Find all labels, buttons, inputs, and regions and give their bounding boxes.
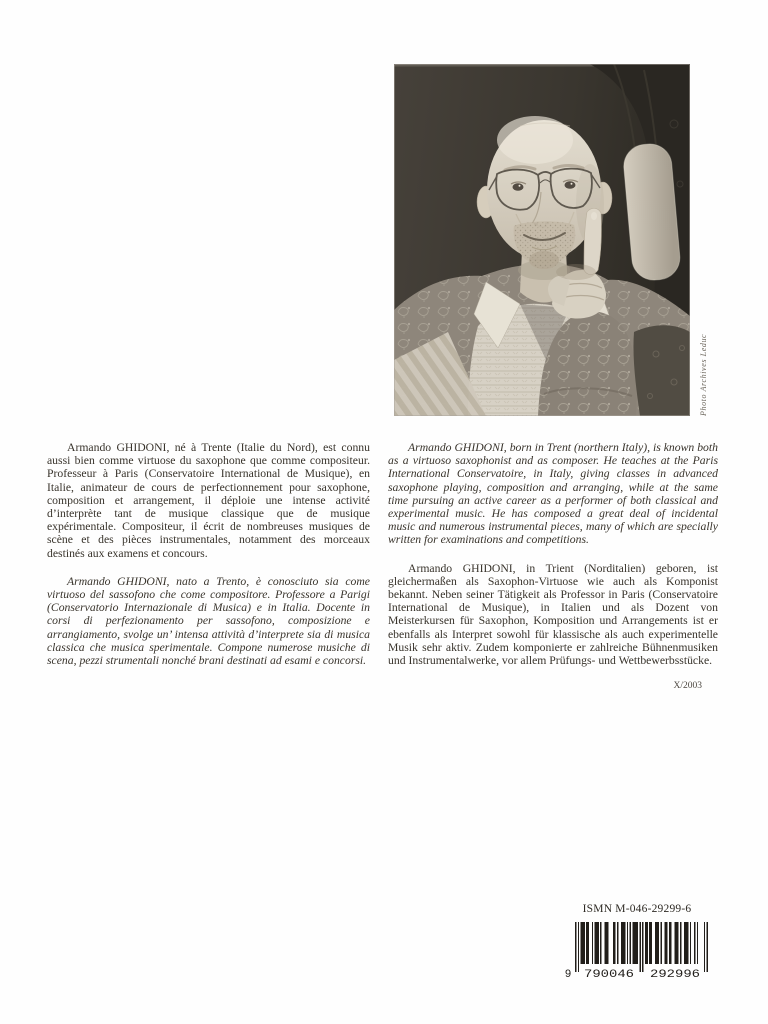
bio-column-right: [388, 441, 718, 691]
footer-block: [561, 903, 713, 983]
svg-text:790046: 790046: [584, 969, 634, 978]
svg-text:292996: 292996: [650, 969, 700, 978]
bio-paragraph-german: Armando GHIDONI, in Trient (Norditalien) geboren, ist gleichermaßen als Saxophon-Virtuose wie auch als Komponist bekannt. Neben seiner Tätigkeit als Professor in Paris (Conservatoire International de Musique), in Italien und als Dozent von Meisterkursen für Saxophon, Komposition und Arrangements ist er ebenfalls als Interpret sowohl für klassische als auch experimentelle Musik sehr aktiv. Zudem komponierte er zahlreiche Bühnenmusiken und Instrumentalwerke, vor allem Prüfungs- und Wettbewerbsstücke.: [388, 561, 718, 668]
portrait-photo: [394, 64, 690, 416]
svg-text:9: 9: [564, 969, 572, 978]
bio-paragraph-english: Armando GHIDONI, born in Trent (northern Italy), is known both as a virtuoso saxophonist and as composer. He teaches at the Paris International Conservatoire, in Italy, giving classes in advanced saxophone playing, composition and arranging, while at the same time pursuing an active career as a performer of both classical and experimental music. He has composed a great deal of incidental music and numerous instrumental pieces, many of which are specially written for examinations and competitions.: [388, 441, 718, 547]
bio-column-left: [47, 441, 370, 691]
plate-number: X/2003: [673, 681, 702, 692]
biography-columns: [47, 441, 718, 691]
barcode: [561, 920, 713, 983]
portrait-photo-illustration: [394, 64, 690, 416]
ismn-number: ISMN M-046-29299-6: [582, 903, 692, 915]
bio-paragraph-french: Armando GHIDONI, né à Trente (Italie du Nord), est connu aussi bien comme virtuose du saxophone que comme compositeur. Professeur à Paris (Conservatoire International de Musique), en Italie, animateur de cours de perfectionnement pour saxophone, composition et arrangement, il déploie une intense activité d’interprète tant de musique classique que de musique expérimentale. Compositeur, il écrit de nombreuses musiques de scène et des pièces instrumentales, notamment des morceaux destinés aux examens et concours.: [47, 441, 370, 560]
ean-barcode: [563, 920, 711, 978]
bio-paragraph-italian: Armando GHIDONI, nato a Trento, è conosciuto sia come virtuoso del sassofono che come compositore. Professore a Parigi (Conservatorio Internazionale di Musica) e in Italia. Docente in corsi di perfezionamento per sassofono, composizione e arrangiamento, svolge un’ intensa attività d’interprete sia di musica classica che musica sperimentale. Compone numerose musiche di scena, pezzi strumentali nonché brani destinati ad esami e concorsi.: [47, 574, 370, 668]
photo-credit: Photo Archives Leduc: [699, 333, 708, 416]
